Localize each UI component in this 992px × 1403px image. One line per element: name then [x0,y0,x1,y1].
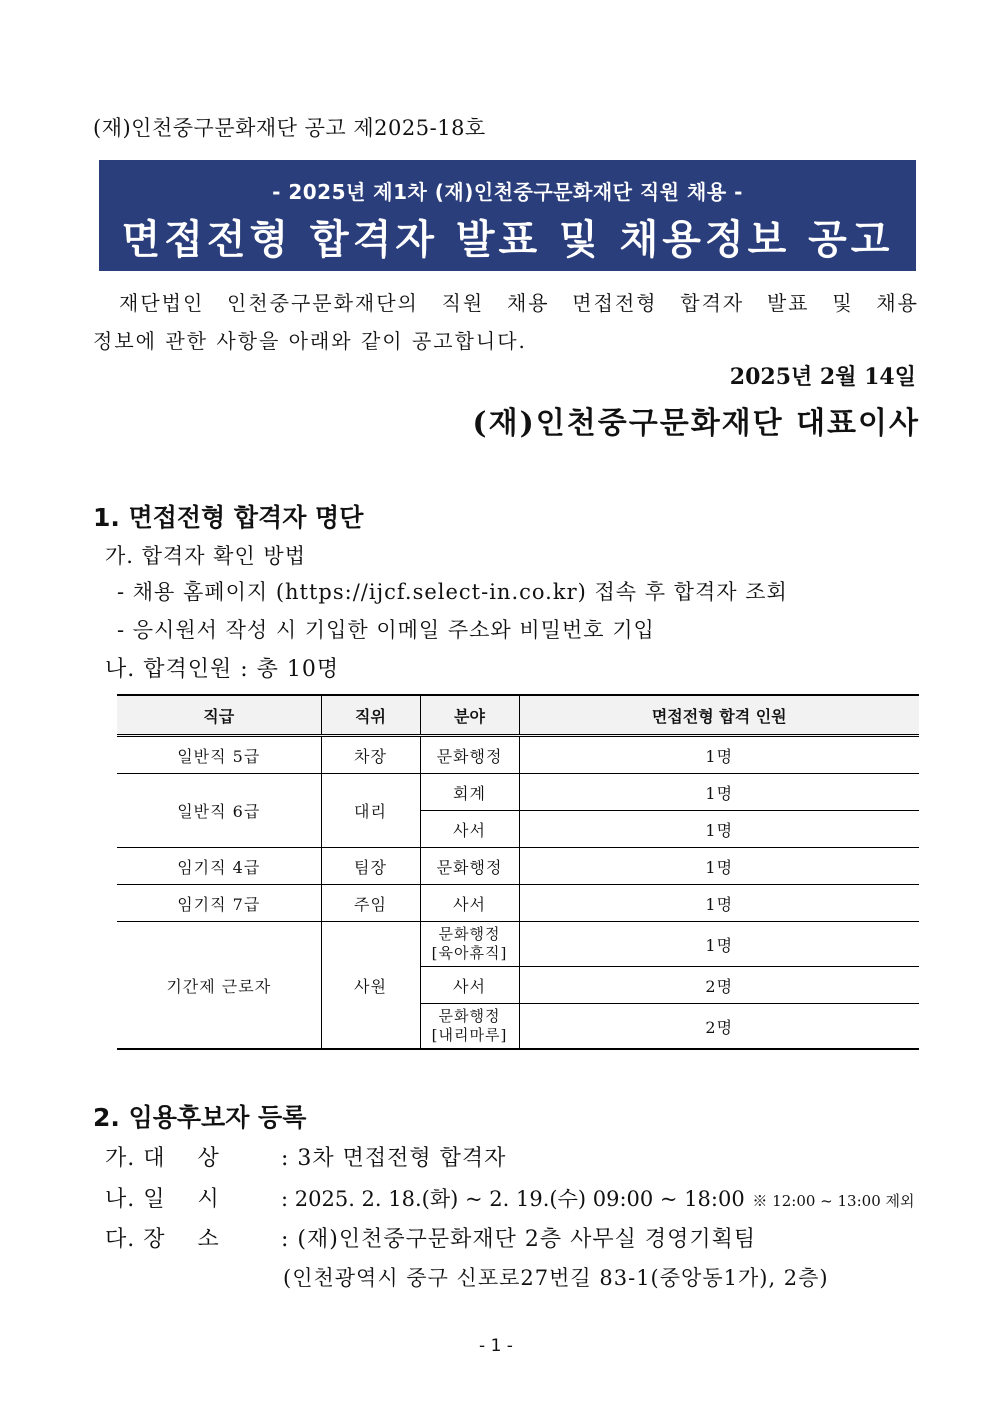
header-count: 면접전형 합격 인원 [519,695,919,736]
date-row [105,1182,914,1213]
notice-number: (재)인천중구문화재단 공고 제2025-18호 [93,116,486,140]
cell-field: 문화행정 [420,848,519,885]
title-banner [99,160,916,271]
field-name: 문화행정 [438,1007,501,1025]
place-label: 다. 장 소 [105,1227,220,1252]
intro-line-1: 재단법인 인천중구문화재단의 직원 채용 면접전형 합격자 발표 및 채용 [119,291,919,315]
table-row [117,848,919,885]
cell-field: 사서 [420,885,519,922]
cell-field: 회계 [420,774,519,811]
table-row [117,736,919,774]
item-a: 가. 합격자 확인 방법 [105,544,306,568]
header-field: 분야 [420,695,519,736]
cell-grade: 임기직 4급 [117,848,321,885]
cell-position: 차장 [321,736,420,774]
field-note: [육아휴직] [431,944,508,962]
section-2-heading: 2. 임용후보자 등록 [93,1103,307,1132]
table-row [117,922,919,967]
cell-field [420,1004,519,1050]
section-1-heading: 1. 면접전형 합격자 명단 [93,503,364,532]
field-note: [내리마루] [431,1026,508,1044]
item-b: 나. 합격인원 : 총 10명 [105,657,340,682]
issuer-name: (재)인천중구문화재단 대표이사 [472,406,920,441]
cell-count: 1명 [519,848,919,885]
bullet-homepage: - 채용 홈페이지 (https://ijcf.select-in.co.kr) 접속 후 합격자 조회 [117,580,788,604]
passers-table [117,694,919,1050]
cell-count: 1명 [519,811,919,848]
target-label: 가. 대 상 [105,1146,220,1171]
table-row [117,774,919,811]
target-value: : 3차 면접전형 합격자 [281,1146,507,1171]
banner-subtitle: - 2025년 제1차 (재)인천중구문화재단 직원 채용 - [272,180,743,204]
cell-count: 1명 [519,922,919,967]
header-position: 직위 [321,695,420,736]
cell-position: 팀장 [321,848,420,885]
place-value: : (재)인천중구문화재단 2층 사무실 경영기획팀 [281,1227,757,1252]
table-row [117,885,919,922]
header-grade: 직급 [117,695,321,736]
intro-line-2: 정보에 관한 사항을 아래와 같이 공고합니다. [93,329,527,353]
target-row [105,1141,506,1172]
cell-grade: 기간제 근로자 [117,922,321,1050]
bullet-login: - 응시원서 작성 시 기입한 이메일 주소와 비밀번호 기입 [117,618,655,642]
cell-field: 사서 [420,967,519,1004]
cell-field [420,922,519,967]
cell-count: 2명 [519,967,919,1004]
field-name: 문화행정 [438,925,501,943]
cell-position: 대리 [321,774,420,848]
place-address: (인천광역시 중구 신포로27번길 83-1(중앙동1가), 2층) [283,1266,829,1290]
cell-grade: 일반직 6급 [117,774,321,848]
date-note: ※ 12:00 ~ 13:00 제외 [752,1192,915,1210]
cell-count: 1명 [519,885,919,922]
date-label: 나. 일 시 [105,1187,220,1212]
place-row [105,1222,756,1253]
announcement-date: 2025년 2월 14일 [729,364,916,390]
cell-field: 사서 [420,811,519,848]
cell-count: 2명 [519,1004,919,1050]
cell-grade: 일반직 5급 [117,736,321,774]
cell-field: 문화행정 [420,736,519,774]
cell-grade: 임기직 7급 [117,885,321,922]
table-header-row [117,695,919,736]
banner-title: 면접전형 합격자 발표 및 채용정보 공고 [121,217,894,263]
page-number: - 1 - [479,1336,513,1356]
cell-count: 1명 [519,736,919,774]
cell-count: 1명 [519,774,919,811]
cell-position: 사원 [321,922,420,1050]
date-value: : 2025. 2. 18.(화) ~ 2. 19.(수) 09:00 ~ 18:00 [281,1187,745,1211]
cell-position: 주임 [321,885,420,922]
